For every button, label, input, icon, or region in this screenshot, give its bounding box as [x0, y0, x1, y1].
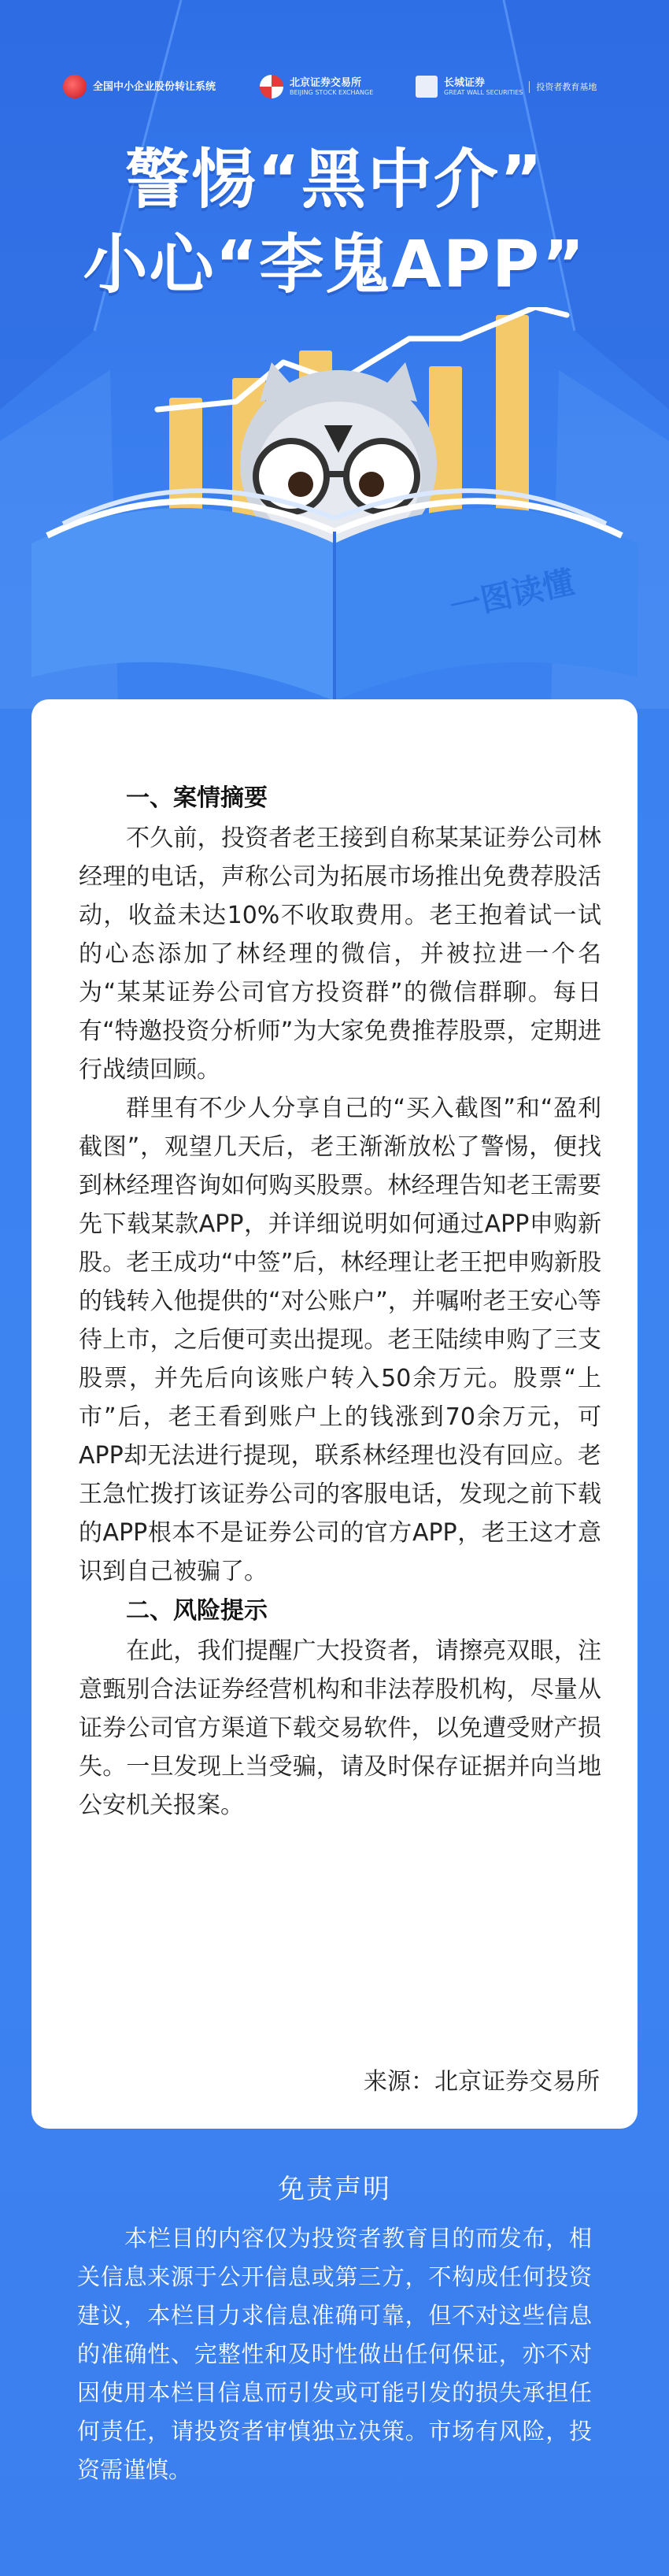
disclaimer-body: 本栏目的内容仅为投资者教育目的而发布，相关信息来源于公开信息或第三方，不构成任何投资建议，本栏目力求信息准确可靠，但不对这些信息的准确性、完整性和及时性做出任何保证，亦不对因使用本栏目信息而引发或可能引发的损失承担任何责任，请投资者审慎独立决策。市场有风险，投资需谨慎。 [77, 2225, 592, 2483]
title-line-2: 小心“李鬼APP” [83, 228, 586, 302]
risk-paragraph: 在此，我们提醒广大投资者，请擦亮双眼，注意甄别合法证券经营机构和非法荐股机构，尽量从证券公司官方渠道下载交易软件，以免遭受财产损失。一旦发现上当受骗，请及时保存证据并向当地公安机关报案。 [79, 1637, 601, 1819]
title-line-1: 警惕“黑中介” [125, 143, 544, 217]
neeq-logo-icon [63, 75, 87, 98]
hero-illustration [0, 307, 669, 717]
section-title-risk: 二、风险提示 [126, 1597, 268, 1625]
disclaimer-title: 免责声明 [278, 2174, 391, 2205]
partner-logos [0, 71, 669, 102]
greatwall-logo-subtext: GREAT WALL SECURITIES [444, 88, 523, 96]
neeq-logo-text: 全国中小企业股份转让系统 [93, 80, 216, 93]
neeq-logo [63, 71, 216, 102]
banner-tag: 一图读懂 [446, 565, 578, 625]
bse-logo-subtext: BEIJING STOCK EXCHANGE [290, 88, 374, 96]
article-body [79, 778, 601, 1825]
greatwall-logo-text: 长城证券 [444, 76, 486, 89]
bse-logo [260, 71, 373, 102]
article-card [31, 699, 638, 2129]
summary-paragraph-2: 群里有不少人分享自己的“买入截图”和“盈利截图”，观望几天后，老王渐渐放松了警惕，便找到林经理咨询如何购买股票。林经理告知老王需要先下载某款APP，并详细说明如何通过APP申购新股。老王成功“中签”后，林经理让老王把申购新股的钱转入他提供的“对公账户”，并嘱咐老王安心等待上市，之后便可卖出提现。老王陆续申购了三支股票，并先后向该账户转入50余万元。股票“上市”后，老王看到账户上的钱涨到70余万元，可APP却无法进行提现，联系林经理也没有回应。老王急忙拨打该证券公司的客服电话，发现之前下载的APP根本不是证券公司的官方APP，老王这才意识到自己被骗了。 [79, 1095, 601, 1585]
greatwall-logo-tag: 投资者教育基地 [529, 81, 597, 93]
summary-paragraph-1: 不久前，投资者老王接到自称某某证券公司林经理的电话，声称公司为拓展市场推出免费荐股活动，收益未达10%不收取费用。老王抱着试一试的心态添加了林经理的微信，并被拉进一个名为“某某证券公司官方投资群”的微信群聊。每日有“特邀投资分析师”为大家免费推荐股票，定期进行战绩回顾。 [79, 825, 601, 1084]
greatwall-logo-icon [416, 76, 438, 98]
greatwall-logo [416, 71, 597, 102]
bse-logo-text: 北京证券交易所 [290, 76, 362, 89]
bse-logo-icon [260, 75, 283, 98]
page-title [0, 138, 669, 308]
section-title-summary: 一、案情摘要 [126, 784, 268, 812]
article-source: 来源：北京证券交易所 [364, 2068, 600, 2096]
